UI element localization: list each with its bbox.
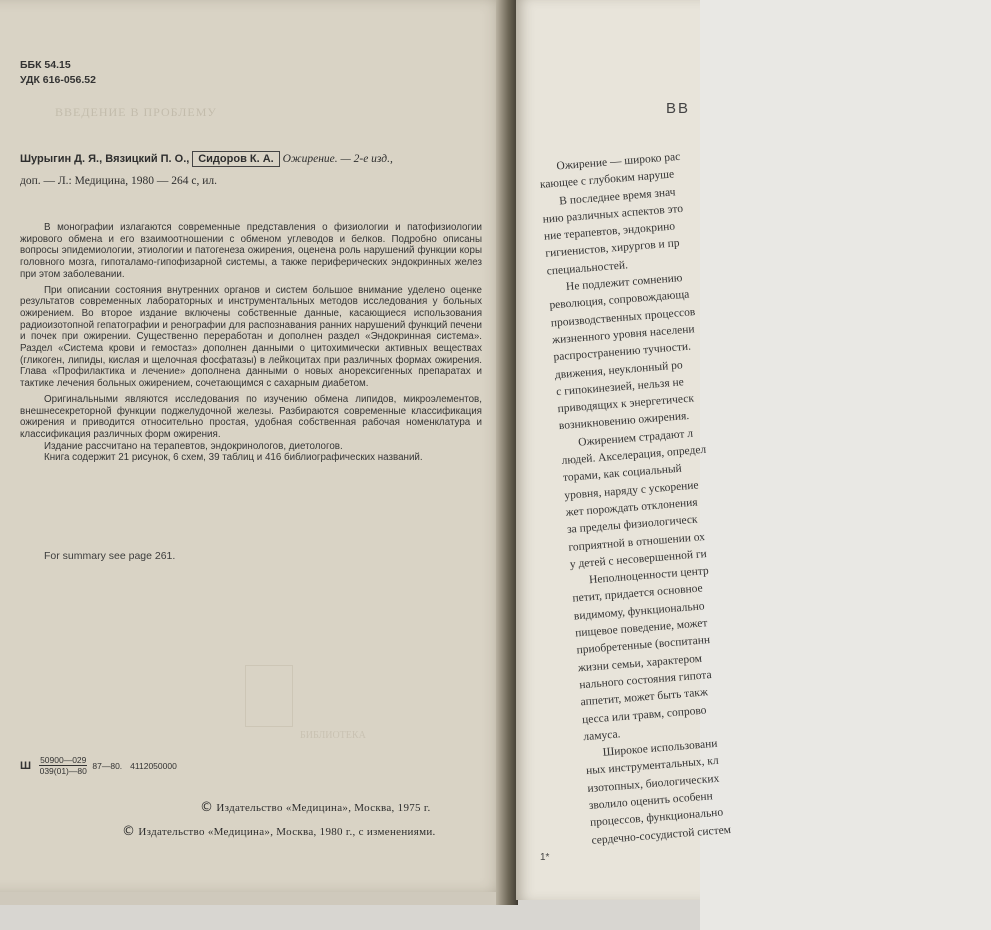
right-page-line: Не подлежит сомнению [565,272,683,294]
page-number: 1* [540,852,550,863]
right-page-line: видимому, функционально [573,600,705,623]
code-fraction [39,755,87,776]
right-page-line: цесса или травм, сопрово [581,704,707,726]
code-tail: 87—80. [92,760,123,771]
right-page-line: изотопных, биологических [587,772,720,795]
right-page-line: аппетит, может быть такж [580,686,709,709]
right-page-line: производственных процессов [550,305,696,330]
right-page-line: движения, неуклонный ро [554,358,684,381]
right-page-line: кающее с глубоким наруше [539,168,675,192]
faint-stamp-text: БИБЛИОТЕКА [300,730,366,741]
right-page-line: гигиенистов, хирургов и пр [544,237,680,261]
authors: Шурыгин Д. Я., Вязицкий П. О., [20,153,190,165]
faint-library-stamp [245,665,293,727]
right-page-text [538,129,991,850]
abstract [20,222,482,464]
copyright-text: Издательство «Медицина», Москва, 1975 г. [216,802,431,814]
right-page-line: с гипокинезией, нельзя не [555,376,685,399]
abstract-paragraph: Издание рассчитано на терапевтов, эндокринологов, диетологов. [44,440,343,452]
right-page-heading: ВВ [666,100,691,117]
right-page-line: нию различных аспектов это [542,202,684,226]
right-page-line: революция, сопровождающа [549,288,690,312]
abstract-paragraph: Оригинальными являются исследования по изучению обмена липидов, микроэлементов, внешнесекреторной функции поджелудочной железы. Разбираются современные классификация ожирения и приводится относительно простая, удобная собственная рабочая номенклатура и классификация различных форм ожирения. [20,393,482,440]
right-page-line: Широкое использовани [602,737,718,759]
classification-codes [20,58,96,88]
boxed-author: Сидоров К. А. [192,151,280,167]
right-page-line: специальностей. [546,259,629,278]
publisher-code [20,755,177,776]
right-page-line: процессов, функционально [589,806,724,830]
right-page-line: жизненного уровня населени [551,323,696,347]
bibliographic-entry [20,148,485,192]
right-page-line: людей. Акселерация, определ [561,443,707,468]
code-letter: Ш [20,759,32,772]
right-page-line: пищевое поведение, может [574,617,708,640]
right-page-line: Ожирение — широко рас [556,150,681,173]
right-page-line: Ожирением страдают л [577,427,694,449]
book-title: Ожирение. — 2-е изд., [282,153,393,165]
copyright-line-1975 [200,800,431,815]
right-page-line: уровня, наряду с ускорение [563,479,699,502]
code-number: 4112050000 [130,760,177,771]
abstract-paragraph: Книга содержит 21 рисунок, 6 схем, 39 таблиц и 416 библиографических названий. [44,452,423,464]
right-page-line: гоприятной в отношении ох [568,530,706,554]
code-numerator: 50900—029 [40,755,87,765]
right-page-line: жет порождать отклонения [565,496,699,519]
copyright-line-1980 [122,824,436,839]
right-page-line: возникновению ожирения. [558,410,690,433]
right-page-line: ние терапевтов, эндокрино [543,220,676,243]
right-page-line: Неполноценности центр [588,565,710,587]
udk-code: УДК 616-056.52 [20,74,96,86]
right-page-line: торами, как социальный [562,463,683,485]
right-page-line: приобретенные (воспитанн [576,634,711,657]
right-page [516,0,732,900]
right-page-line: ламуса. [582,728,621,743]
copyright-text: Издательство «Медицина», Москва, 1980 г., с изменениями. [138,826,436,838]
right-page-line: приводящих к энергетическ [557,392,695,416]
copyright-symbol: © [200,800,214,815]
right-page-line: петит, придается основное [572,582,704,606]
bbk-code: ББК 54.15 [20,59,71,71]
copyright-symbol: © [122,824,136,839]
book-gutter [496,0,518,905]
right-page-line: сердечно-сосудистой систем [591,823,732,847]
faint-show-through-text: ВВЕДЕНИЕ В ПРОБЛЕМУ [55,105,217,119]
right-page-line: ных инструментальных, кл [585,755,720,778]
right-page-line: зволило оценить особенн [588,790,714,812]
right-page-line: у детей с несовершенной ги [569,547,708,571]
left-page [0,0,508,892]
right-page-line: нального состояния гипота [578,668,713,692]
right-page-line: за пределы физиологическ [566,513,699,537]
right-page-line: распространению тучности. [553,340,692,364]
summary-note: For summary see page 261. [44,550,176,562]
right-page-line: В последнее время знач [558,185,676,208]
code-denominator: 039(01)—80 [39,766,87,776]
publication-info: доп. — Л.: Медицина, 1980 — 264 с, ил. [20,175,217,187]
right-page-line: жизни семьи, характером [577,652,703,675]
abstract-paragraph: При описании состояния внутренних органов и систем большое внимание уделено оценке результатов современных лабораторных и инструментальных методов исследования у больных ожирением. Во второе издание включены собственные данные, касающиеся использования радиоизотопной гепатографии и ренографии для распознавания ранних нарушений функций печени и почек при ожирении. Существенно переработан и дополнен раздел «Эндокринная система». Раздел «Система крови и гемостаз» дополнен данными о цитохимически активных веществах (гликоген, липиды, кислая и щелочная фосфатазы) в лейкоцитах при различных формах ожирения. Глава «Профилактика и лечение» дополнена данными о новых анорексигенных препаратах и тактике лечения больных ожирением, сочетающимся с сахарным диабетом. [20,284,482,390]
abstract-paragraph: В монографии излагаются современные представления о физиологии и патофизиологии жирового обмена и его взаимоотношении с обменом углеводов и белков. Подробно описаны вопросы эпидемиологии, этиологии и патогенеза ожирения, оценена роль нарушений функции коры головного мозга, гипоталамо-гипофизарной системы, а также периферических эндокринных желез при этом заболевании. [20,222,482,280]
